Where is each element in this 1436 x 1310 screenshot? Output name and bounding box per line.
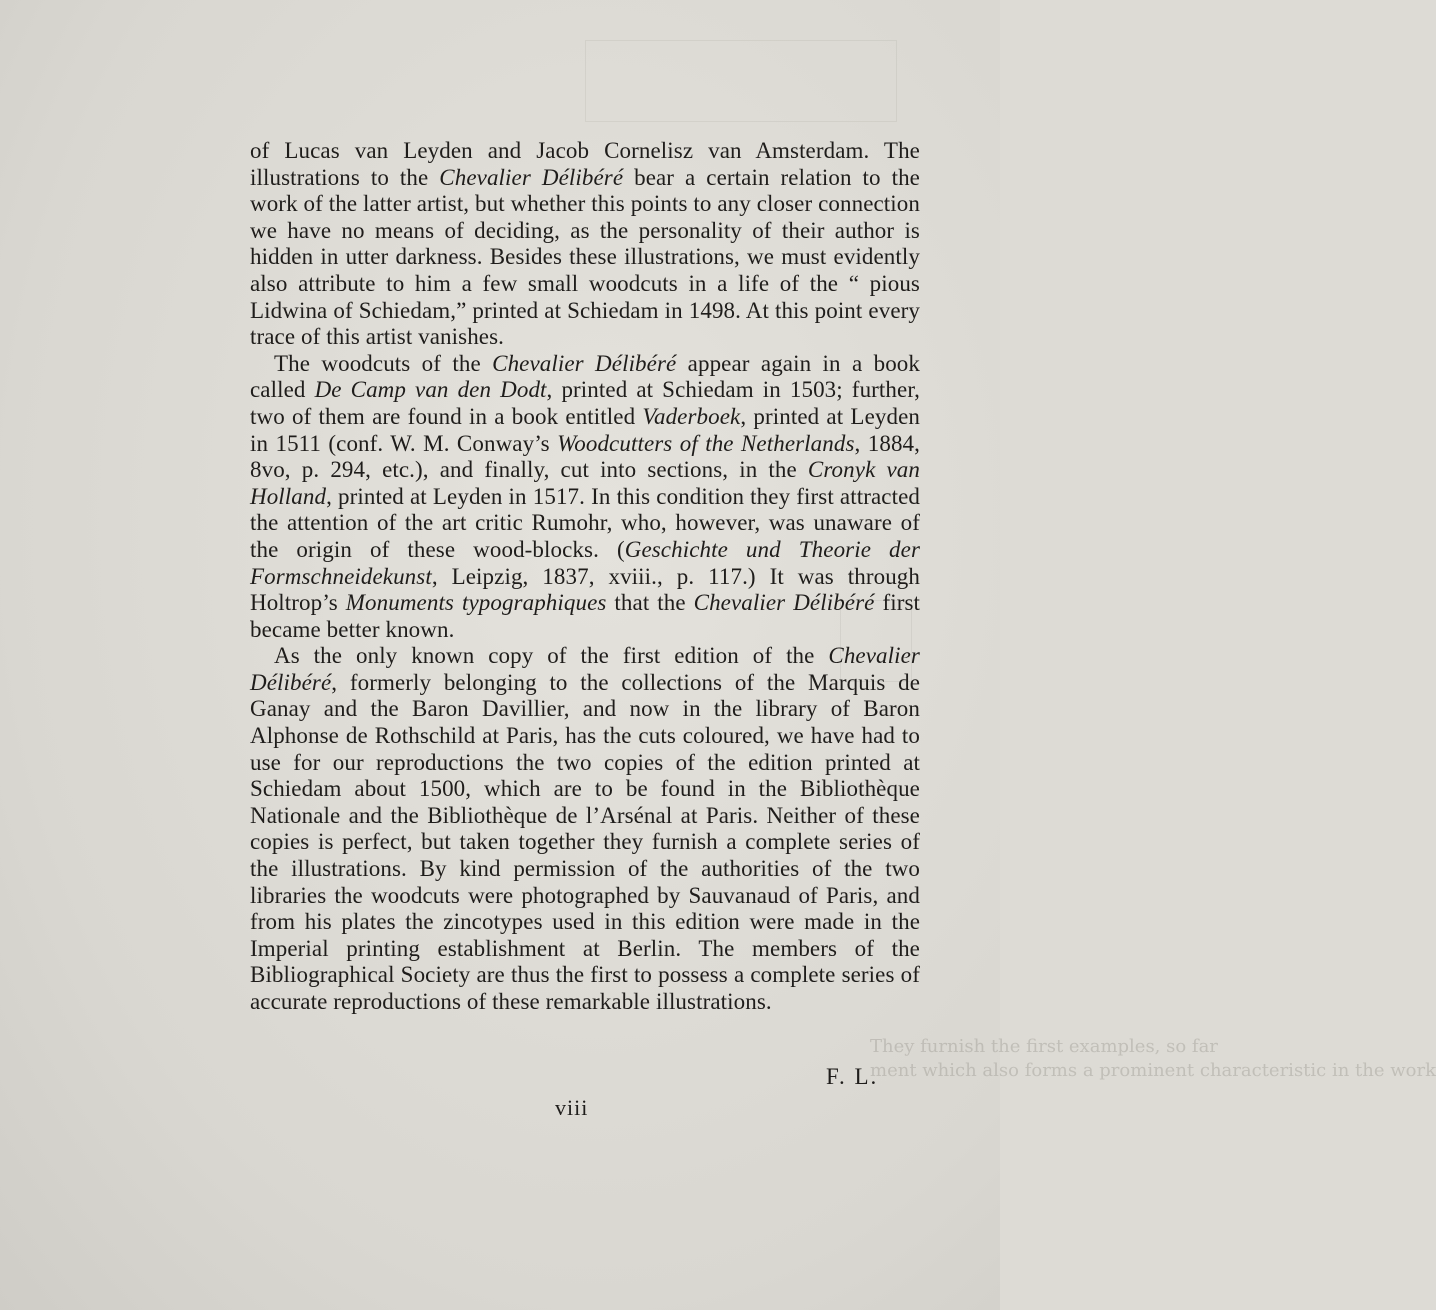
- bleed-through-line: ment which also forms a prominent characteristic in the work: [870, 1060, 1436, 1081]
- italic-title: Chevalier Délibéré: [250, 643, 920, 695]
- italic-title: Vaderboek: [642, 403, 741, 429]
- text-run: first became better known.: [250, 590, 920, 642]
- italic-title: Chevalier Délibéré: [492, 350, 677, 376]
- text-run: that the: [606, 590, 694, 616]
- text-run: , formerly belonging to the collections of the Marquis de Ganay and the Baron Davillier, and now in the library of Baron Alphonse de Rothschild at Paris, has the cuts coloured, we have had to use for our reproductions the two copies of the edition printed at Schiedam about 1500, which are to be found in the Bibliothèque Nationale and the Bibliothèque de l’Arsénal at Paris. Neither of these copies is perfect, but taken together they furnish a complete series of the illustrations. By kind permission of the authorities of the two libraries the woodcuts were photographed by Sauvanaud of Paris, and from his plates the zincotypes used in this edition were made in the Imperial printing establishment at Berlin. The members of the Bibliographical Society are thus the first to possess a complete series of accurate reproductions of these remarkable illustrations.: [250, 669, 920, 1014]
- text-run: As the only known copy of the first edition of the: [274, 643, 829, 669]
- text-run: of Lucas van Leyden and Jacob Cornelisz van Amsterdam. The illustrations to the: [250, 138, 920, 190]
- text-run: , printed at Leyden in 1511 (conf. W. M. Conway’s: [250, 403, 920, 456]
- paragraph: [250, 643, 920, 1015]
- italic-title: Chevalier Délibéré: [439, 164, 624, 190]
- text-run: , printed at Schiedam in 1503; further, two of them are found in a book entitled: [250, 377, 921, 429]
- paragraph: [250, 138, 920, 351]
- page-number: viii: [555, 1095, 589, 1120]
- italic-title: Woodcutters of the Netherlands: [557, 430, 855, 456]
- italic-title: Geschichte und Theorie der Formschneidekunst: [250, 536, 921, 589]
- italic-title: De Camp van den Dodt: [314, 377, 547, 403]
- author-initials: F. L.: [826, 1064, 879, 1089]
- bleed-through-mark: [585, 40, 897, 122]
- text-run: , Leipzig, 1837, xviii., p. 117.) It was through Holtrop’s: [250, 563, 920, 616]
- text-run: appear again in a book called: [250, 350, 920, 403]
- body-text: [250, 138, 920, 1016]
- italic-title: Monuments typographiques: [345, 590, 607, 616]
- italic-title: Cronyk van Holland: [250, 457, 920, 509]
- italic-title: Chevalier Délibéré: [693, 590, 875, 616]
- paragraph: [250, 351, 920, 644]
- text-run: , 1884, 8vo, p. 294, etc.), and finally, cut into sections, in the: [250, 430, 920, 483]
- text-run: , printed at Leyden in 1517. In this condition they first attracted the attention of the art critic Rumohr, who, however, was unaware of the origin of these wood-blocks. (: [250, 483, 920, 562]
- text-run: bear a certain relation to the work of the latter artist, but whether this points to any closer connection we have no means of deciding, as the personality of their author is hidden in utter darkness. Besides these illustrations, we must evidently also attribute to him a few small woodcuts in a life of the “ pious Lidwina of Schiedam,” printed at Schiedam in 1498. At this point every trace of this artist vanishes.: [250, 164, 920, 350]
- bleed-through-text: [870, 1035, 1436, 1105]
- text-run: The woodcuts of the: [274, 350, 493, 376]
- bleed-through-line: They furnish the first examples, so far: [870, 1036, 1218, 1057]
